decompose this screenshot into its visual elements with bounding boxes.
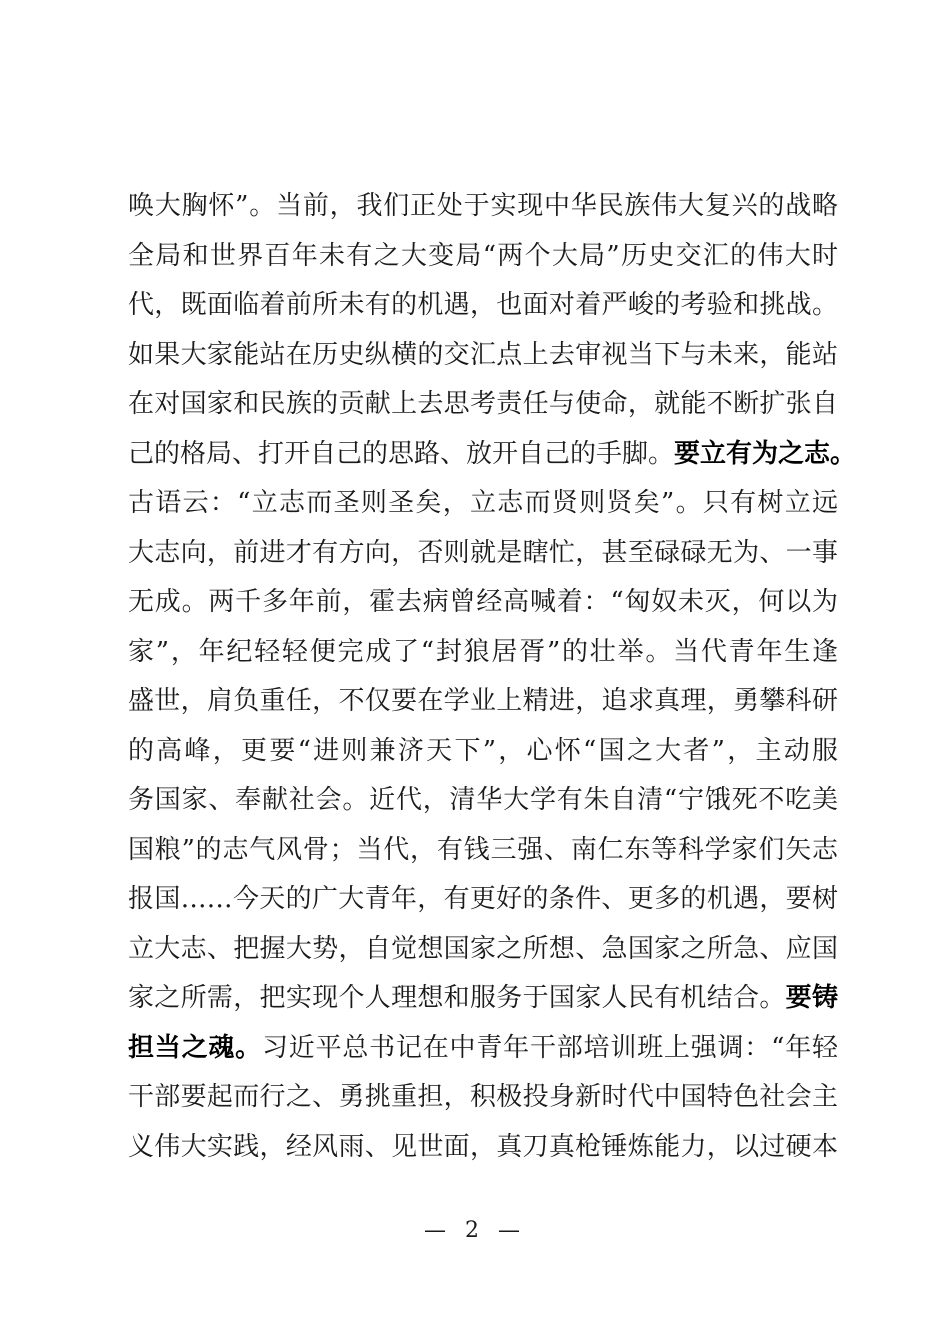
paragraph-text: 大志向，前进才有方向，否则就是瞎忙，甚至碌碌无为、一事 bbox=[128, 537, 838, 568]
paragraph-text: 习近平总书记在中青年干部培训班上强调：“年轻 bbox=[261, 1032, 838, 1063]
text-line bbox=[128, 925, 838, 975]
text-line bbox=[128, 430, 857, 480]
body-text bbox=[128, 182, 857, 1172]
bold-heading-text: 担当之魂。 bbox=[128, 1032, 262, 1063]
text-line bbox=[128, 529, 838, 579]
paragraph-text: 报国……今天的广大青年，有更好的条件、更多的机遇，要树 bbox=[128, 884, 838, 914]
paragraph-text: 盛世，肩负重任，不仅要在学业上精进，追求真理，勇攀科研 bbox=[128, 686, 838, 716]
text-line bbox=[128, 331, 838, 381]
text-line bbox=[128, 628, 838, 678]
paragraph-text: 义伟大实践，经风雨、见世面，真刀真枪锤炼能力，以过硬本 bbox=[128, 1131, 838, 1162]
text-line bbox=[128, 380, 838, 430]
bold-heading-text: 要铸 bbox=[785, 983, 838, 1013]
paragraph-text: 在对国家和民族的贡献上去思考责任与使命，就能不断扩张自 bbox=[128, 389, 838, 419]
paragraph-text: 的高峰，更要“进则兼济天下”，心怀“国之大者”，主动服 bbox=[128, 735, 838, 766]
paragraph-text: 务国家、奉献社会。近代，清华大学有朱自清“宁饿死不吃美 bbox=[128, 785, 838, 815]
text-line bbox=[128, 182, 838, 232]
page-number: — 2 — bbox=[424, 1218, 526, 1243]
paragraph-text: 己的格局、打开自己的思路、放开自己的手脚。 bbox=[128, 438, 675, 469]
paragraph-text: 全局和世界百年未有之大变局“两个大局”历史交汇的伟大时 bbox=[128, 240, 838, 271]
paragraph-text: 立大志、把握大势，自觉想国家之所想、急国家之所急、应国 bbox=[128, 933, 838, 964]
text-line bbox=[128, 1123, 838, 1173]
paragraph-text: 唤大胸怀”。当前，我们正处于实现中华民族伟大复兴的战略 bbox=[128, 191, 838, 221]
paragraph-text: 代，既面临着前所未有的机遇，也面对着严峻的考验和挑战。 bbox=[128, 290, 838, 320]
paragraph-text: 国粮”的志气风骨；当代，有钱三强、南仁东等科学家们矢志 bbox=[128, 834, 838, 865]
text-line bbox=[128, 578, 838, 628]
text-line bbox=[128, 875, 838, 925]
text-line bbox=[128, 281, 838, 331]
paragraph-text: 无成。两千多年前，霍去病曾经高喊着：“匈奴未灭，何以为 bbox=[128, 587, 838, 617]
text-line bbox=[128, 677, 838, 727]
paragraph-text: 干部要起而行之、勇挑重担，积极投身新时代中国特色社会主 bbox=[128, 1082, 838, 1112]
text-line bbox=[128, 727, 838, 777]
text-line bbox=[128, 479, 838, 529]
paragraph-text: 家之所需，把实现个人理想和服务于国家人民有机结合。 bbox=[128, 983, 786, 1013]
paragraph-text: 古语云：“立志而圣则圣矣，立志而贤则贤矣”。只有树立远 bbox=[128, 488, 838, 518]
text-line bbox=[128, 1024, 838, 1074]
text-line bbox=[128, 826, 838, 876]
paragraph-text: 家”，年纪轻轻便完成了“封狼居胥”的壮举。当代青年生逢 bbox=[128, 636, 838, 667]
bold-heading-text: 要立有为之志。 bbox=[674, 438, 857, 469]
text-line bbox=[128, 776, 838, 826]
paragraph-text: 如果大家能站在历史纵横的交汇点上去审视当下与未来，能站 bbox=[128, 339, 838, 370]
text-line bbox=[128, 1073, 838, 1123]
text-line bbox=[128, 974, 838, 1024]
text-line bbox=[128, 232, 838, 282]
